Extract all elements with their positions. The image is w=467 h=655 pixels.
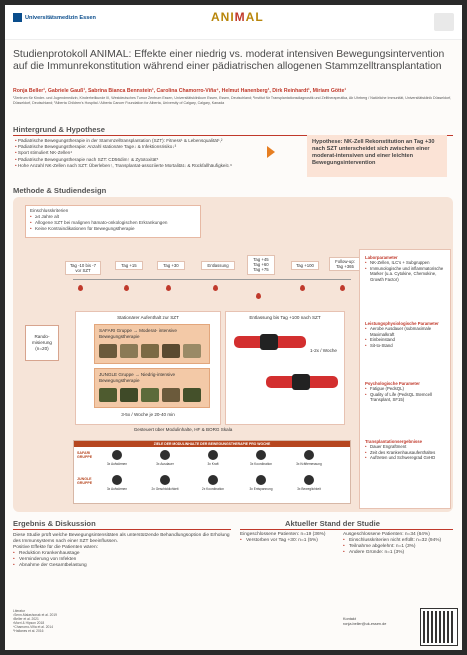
timepoint: Tag +100 bbox=[291, 261, 319, 270]
results-heading: Ergebnis & Diskussion bbox=[13, 519, 96, 528]
excluded-item: • Teilnahme abgelehnt: n=1 (3%) bbox=[343, 544, 453, 550]
excluded-title: Ausgeschlossene Patienten: n=34 (64%) bbox=[343, 532, 430, 537]
timepoint: Follow-up: Tag +365 bbox=[329, 257, 361, 271]
background-list bbox=[15, 138, 265, 169]
background-item: • Pädiatrische Bewegungstherapie: Anzahl stationäre Tage↓ & Infektionsrisiko↓³ bbox=[15, 144, 265, 150]
background-heading: Hintergrund & Hypothese bbox=[13, 125, 105, 134]
results-text bbox=[13, 533, 231, 568]
university-logo: Universitätsmedizin Essen bbox=[13, 13, 96, 22]
activity-label: 2x Koordination bbox=[201, 487, 225, 491]
outpatient-frequency: 1-2x / Woche bbox=[310, 348, 337, 353]
performance-item: • Sit-to-Stand bbox=[365, 343, 449, 348]
activity-label: 3x Kraft bbox=[207, 462, 219, 466]
jungle-row-label: JUNGLE GRUPPE bbox=[77, 477, 93, 485]
activity-label: 3x Kräftemessung bbox=[296, 462, 322, 466]
activity-label: 3x Koordination bbox=[249, 462, 273, 466]
literature-item: ⁵Hallanes et al. 2016 bbox=[13, 628, 44, 633]
strength-icon bbox=[208, 450, 218, 460]
animal-logo: ANIMAL bbox=[211, 10, 264, 24]
excluded-item: • Andere Gründe: n=1 (3%) bbox=[343, 550, 453, 556]
divider bbox=[13, 529, 231, 530]
status-heading: Aktueller Stand der Studie bbox=[285, 519, 380, 528]
performance-parameters bbox=[365, 321, 449, 348]
literature-item: ¹Senn-Malashonak et al. 2019 bbox=[13, 612, 57, 617]
activity-label: 3x Beweglichkeit bbox=[297, 487, 321, 491]
included-patients bbox=[240, 532, 340, 544]
relaxation-icon bbox=[256, 475, 266, 485]
coordination-icon bbox=[256, 450, 266, 460]
fitness-tracker-image bbox=[266, 376, 338, 388]
outpatient-box bbox=[225, 311, 345, 425]
animal-photo bbox=[183, 344, 201, 358]
animal-photo bbox=[120, 388, 138, 402]
literature bbox=[13, 610, 163, 633]
activity-label: 3x Ausdauer bbox=[156, 462, 174, 466]
timepoint: Tag -10 bis -7 vor SZT bbox=[65, 261, 101, 275]
activity-table bbox=[73, 440, 351, 504]
literature-item: ⁴Chamorro-Viña et al. 2014 bbox=[13, 624, 54, 629]
activity-header: ZIELE DER MODULINHALTE DER BEWEGUNGSTHERAPIE PRO WOCHE bbox=[74, 441, 350, 447]
authors: Ronja Beller¹, Gabriele Gauß¹, Sabrina Bianca Bennstein¹, Carolina Chamorro-Viña⁴, Helmut Hanenberg¹, Dirk Reinhardt¹, Miriam Götte¹ bbox=[13, 88, 347, 94]
results-paragraph: Diese Studie prüft welche Bewegungsintensitäten als unterstützende Behandlungsoption die Erholung des Immunsystems nach einer SZT beeinflussen. bbox=[13, 533, 230, 544]
animal-photo bbox=[99, 344, 117, 358]
performance-item: • Aerobe Ausdauer (submaximale Maximalkraft bbox=[365, 326, 449, 337]
safari-group bbox=[94, 324, 210, 364]
arrow-icon bbox=[267, 146, 275, 158]
warmup-icon bbox=[112, 475, 122, 485]
performance-title: Leistungsphysiologische Parameter bbox=[365, 321, 439, 326]
timepoint: Entlassung bbox=[201, 261, 235, 270]
activity-label: 3x Aufwärmen bbox=[106, 462, 128, 466]
inclusion-title: Einschlusskriterien bbox=[30, 208, 69, 213]
animal-photo bbox=[141, 344, 159, 358]
background-item: • Hohe Anzahl NK-Zellen nach SZT: Überleben↑, Transplantat-assoziierte Mortalität↓ & Rückfallhäufigkeit↓⁶ bbox=[15, 163, 265, 169]
activity-label: 3x Aufwärmen bbox=[106, 487, 128, 491]
lab-title: Laborparameter bbox=[365, 255, 398, 260]
design-heading: Methode & Studiendesign bbox=[13, 186, 107, 195]
timepoint: Tag +45 Tag +60 Tag +75 bbox=[247, 255, 275, 275]
excluded-item: • Einschlusskriterien nicht erfüllt: n=32 (94%) bbox=[343, 538, 453, 544]
poster bbox=[5, 5, 462, 650]
warmup-icon bbox=[112, 450, 122, 460]
timepoint: Tag +30 bbox=[157, 261, 185, 270]
psychological-item: • Quality of Life (PedsQL Stemcell Transplant, SF15) bbox=[365, 392, 449, 403]
transplant-item: • Dauer Engraftment bbox=[365, 444, 449, 449]
activity-label: 2x Geschicklichkeit bbox=[151, 487, 179, 491]
literature-title: Literatur bbox=[13, 609, 26, 613]
blood-drop-icon bbox=[124, 285, 129, 291]
transplant-outcomes bbox=[365, 439, 449, 461]
blood-drop-icon bbox=[78, 285, 83, 291]
animal-photo bbox=[99, 388, 117, 402]
stationary-box bbox=[75, 311, 221, 425]
parameters-box bbox=[359, 249, 451, 509]
safari-label: SAFARI Gruppe → Moderat- intensive Bewegungstherapie bbox=[99, 328, 177, 339]
lab-item: • Immunologische und inflammatorische Marker (u.a. Cytokine, Chemokine, Growth Factor) bbox=[365, 266, 449, 282]
lab-item: • NK-Zellen, ILC's + Subgruppen bbox=[365, 260, 449, 265]
literature-item: ²Beller et al. 2021 bbox=[13, 616, 39, 621]
background-item: • Pädiatrische Bewegungstherapie in der Stammzelltransplantation (SZT): Fitness¹ & Lebensqualität¹,² bbox=[15, 138, 265, 144]
animal-photo bbox=[141, 388, 159, 402]
contact bbox=[343, 617, 386, 626]
blood-drop-icon bbox=[166, 285, 171, 291]
transplant-item: • Zeit des Krankenhausaufenthaltes bbox=[365, 450, 449, 455]
included-title: Eingeschlossene Patienten: n=19 (36%) bbox=[240, 532, 326, 537]
stationary-title: Stationärer Aufenthalt zur SZT bbox=[117, 315, 179, 320]
endurance-icon bbox=[160, 450, 170, 460]
animal-photo bbox=[162, 388, 180, 402]
psychological-parameters bbox=[365, 381, 449, 403]
performance-item: • Einbeinstand bbox=[365, 337, 449, 342]
benefit-item: • Verminderung von Infekten bbox=[13, 557, 231, 563]
inclusion-item: • ≥4 Jahre alt bbox=[30, 214, 196, 220]
benefit-item: • Abnahme der Gesamtbelastung bbox=[13, 563, 231, 569]
strength-test-icon bbox=[304, 450, 314, 460]
inclusion-item: • Keine Kontraindikationen für Bewegungstherapie bbox=[30, 226, 196, 232]
randomisation-box: Rando-misierung (n=20) bbox=[25, 325, 59, 361]
flexibility-icon bbox=[304, 475, 314, 485]
university-logo-icon bbox=[13, 13, 22, 22]
excluded-patients bbox=[343, 532, 453, 556]
timepoint: Tag +15 bbox=[115, 261, 143, 270]
hypothesis-box: Hypothese: NK-Zell Rekonstitution an Tag +30 nach SZT unterscheidet sich zwischen einer moderat-intensiven und einer leichten Bewegungsintervention bbox=[307, 135, 447, 177]
transplant-item: • Auftreten und Schweregrad GvHD bbox=[365, 455, 449, 460]
inclusion-criteria bbox=[25, 205, 201, 238]
monitoring-label: Gesteuert über Modulinhalte, HF & BORG Skala bbox=[133, 427, 233, 432]
animal-photo bbox=[162, 344, 180, 358]
divider bbox=[240, 529, 453, 530]
background-item: • Pädiatrische Bewegungstherapie nach SZT: CD56dim↑ & Zytotoxität⁵ bbox=[15, 157, 265, 163]
transplant-title: Transplantationsergebnisse bbox=[365, 439, 423, 444]
included-item: • Verstorben vor Tag +30: n=1 (5%) bbox=[240, 538, 340, 544]
literature-item: ³Morri & Hipson 2018 bbox=[13, 620, 45, 625]
inclusion-item: • Allogene SZT bei malignen hämato-onkologischen Erkrankungen bbox=[30, 220, 196, 226]
timeline-line bbox=[73, 279, 351, 280]
partner-logo bbox=[434, 13, 454, 31]
animal-photo bbox=[183, 388, 201, 402]
dexterity-icon bbox=[160, 475, 170, 485]
frequency-label: 3-5x / Woche je 20-40 min bbox=[121, 412, 175, 417]
fitness-tracker-image bbox=[234, 336, 306, 348]
safari-row-label: SAFARI GRUPPE bbox=[77, 451, 93, 459]
benefit-item: • Reduktion Krankenhaustage bbox=[13, 551, 231, 557]
blood-drop-icon bbox=[256, 293, 261, 299]
benefit-title: Positive Effekte für die Patienten wären: bbox=[13, 544, 98, 550]
background-item: • Sport stimuliert NK-Zellen⁴ bbox=[15, 150, 265, 156]
animal-photo bbox=[120, 344, 138, 358]
psychological-title: Psychologische Parameter bbox=[365, 381, 420, 386]
header bbox=[5, 5, 462, 40]
study-design-panel bbox=[13, 197, 453, 512]
contact-email[interactable]: ronja.beller@uk-essen.de bbox=[343, 621, 387, 626]
contact-title: Kontakt bbox=[343, 617, 356, 621]
blood-drop-icon bbox=[300, 285, 305, 291]
lab-parameters bbox=[365, 255, 449, 282]
outpatient-title: Entlassung bis Tag +100 nach SZT bbox=[249, 315, 321, 320]
blood-drop-icon bbox=[340, 285, 345, 291]
jungle-group bbox=[94, 368, 210, 408]
poster-title: Studienprotokoll ANIMAL: Effekte einer niedrig vs. moderat intensiven Bewegungsintervention auf die Immunrekonstitution während einer pädiatrischen allogenen Stammzelltransplantation bbox=[13, 49, 445, 73]
qr-code-icon[interactable] bbox=[421, 609, 457, 645]
activity-label: 3x Entspannung bbox=[249, 487, 273, 491]
psychological-item: • Fatigue (PedsQL) bbox=[365, 386, 449, 391]
jungle-label: JUNGLE Gruppe → Niedrig-intensive Bewegungstherapie bbox=[99, 372, 176, 383]
blood-drop-icon bbox=[213, 285, 218, 291]
affiliations: ¹Zentrum für Kinder- und Jugendmedizin, Kinderheilkunde III, Westdeutsches Tumor Zentrum Essen, Universitätsklinikum Essen, Essen, Deutschland; ²Institut für Transplantationsdiagnostik und Zelltherapeutika, Ab Uhrberg / Natürliche Immunität, Universitätsklinik Düsseldorf, Düsseldorf, Deutschland; ³Alberta Children's Hospital / Alberta Cancer Foundation for Alberta, University of Calgary, Calgary, Kanada bbox=[13, 96, 452, 105]
coordination-icon bbox=[208, 475, 218, 485]
